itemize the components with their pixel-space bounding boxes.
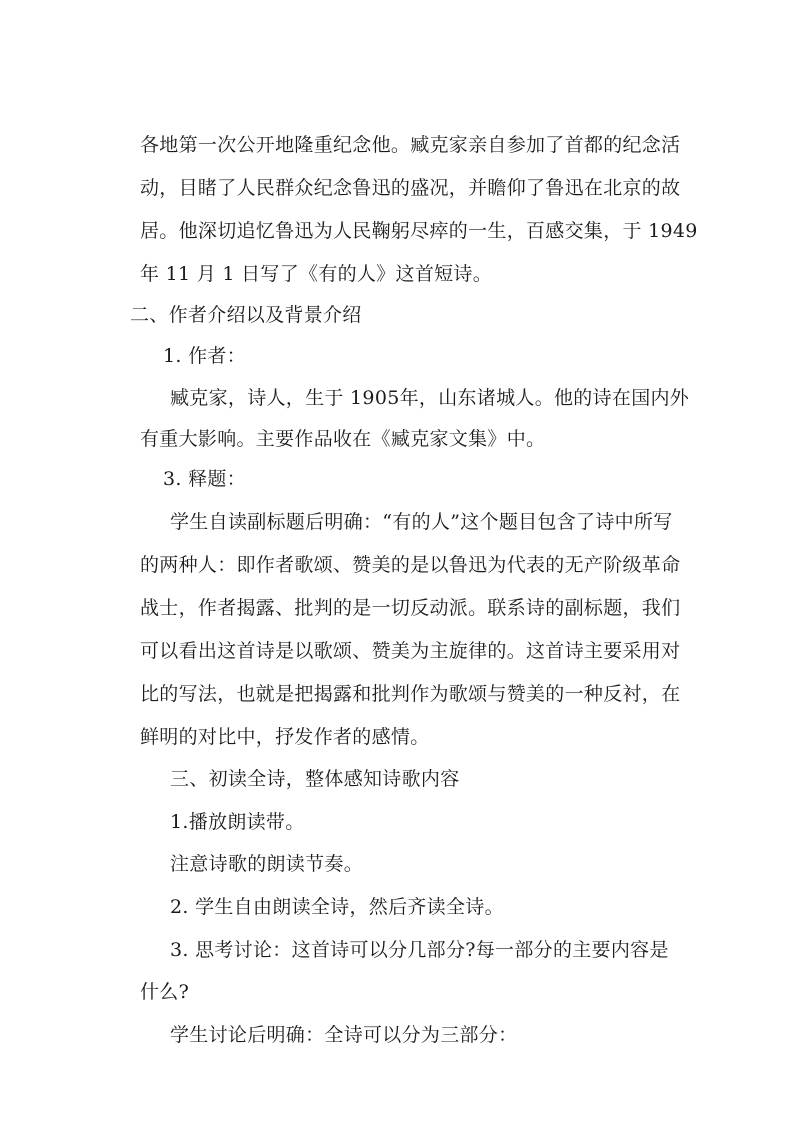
text-line: 战士，作者揭露、批判的是一切反动派。联系诗的副标题，我们	[140, 597, 681, 619]
text-line: 年 11 月 1 日写了《有的人》这首短诗。	[140, 263, 493, 285]
text-line: 的两种人：即作者歌颂、赞美的是以鲁迅为代表的无产阶级革命	[140, 554, 681, 576]
section-heading: 二、作者介绍以及背景介绍	[130, 304, 362, 326]
subsection-heading: 3. 释题：	[163, 468, 246, 490]
text-line: 鲜明的对比中，抒发作者的感情。	[140, 726, 430, 748]
text-line: 注意诗歌的朗读节奏。	[170, 853, 364, 875]
text-line: 可以看出这首诗是以歌颂、赞美为主旋律的。这首诗主要采用对	[140, 640, 681, 662]
text-line: 居。他深切追忆鲁迅为人民鞠躬尽瘁的一生，百感交集，于 1949	[140, 220, 698, 242]
list-item: 1.播放朗读带。	[170, 811, 305, 833]
text-line: 有重大影响。主要作品收在《臧克家文集》中。	[140, 428, 546, 450]
list-item: 2. 学生自由朗读全诗，然后齐读全诗。	[170, 896, 504, 918]
text-line: 动，目睹了人民群众纪念鲁迅的盛况，并瞻仰了鲁迅在北京的故	[140, 177, 681, 199]
section-heading: 三、初读全诗，整体感知诗歌内容	[170, 768, 460, 790]
text-line: 臧克家，诗人，生于 1905年，山东诸城人。他的诗在国内外	[170, 387, 690, 409]
text-line: 学生讨论后明确：全诗可以分为三部分：	[170, 1024, 518, 1046]
subsection-heading: 1. 作者：	[163, 345, 246, 367]
text-line: 各地第一次公开地隆重纪念他。臧克家亲自参加了首都的纪念活	[140, 134, 681, 156]
text-line: 比的写法，也就是把揭露和批判作为歌颂与赞美的一种反衬，在	[140, 683, 681, 705]
text-line: 学生自读副标题后明确：“有的人”这个题目包含了诗中所写	[170, 511, 673, 533]
list-item: 3. 思考讨论：这首诗可以分几部分?每一部分的主要内容是	[170, 939, 669, 961]
text-line: 什么?	[140, 981, 190, 1003]
